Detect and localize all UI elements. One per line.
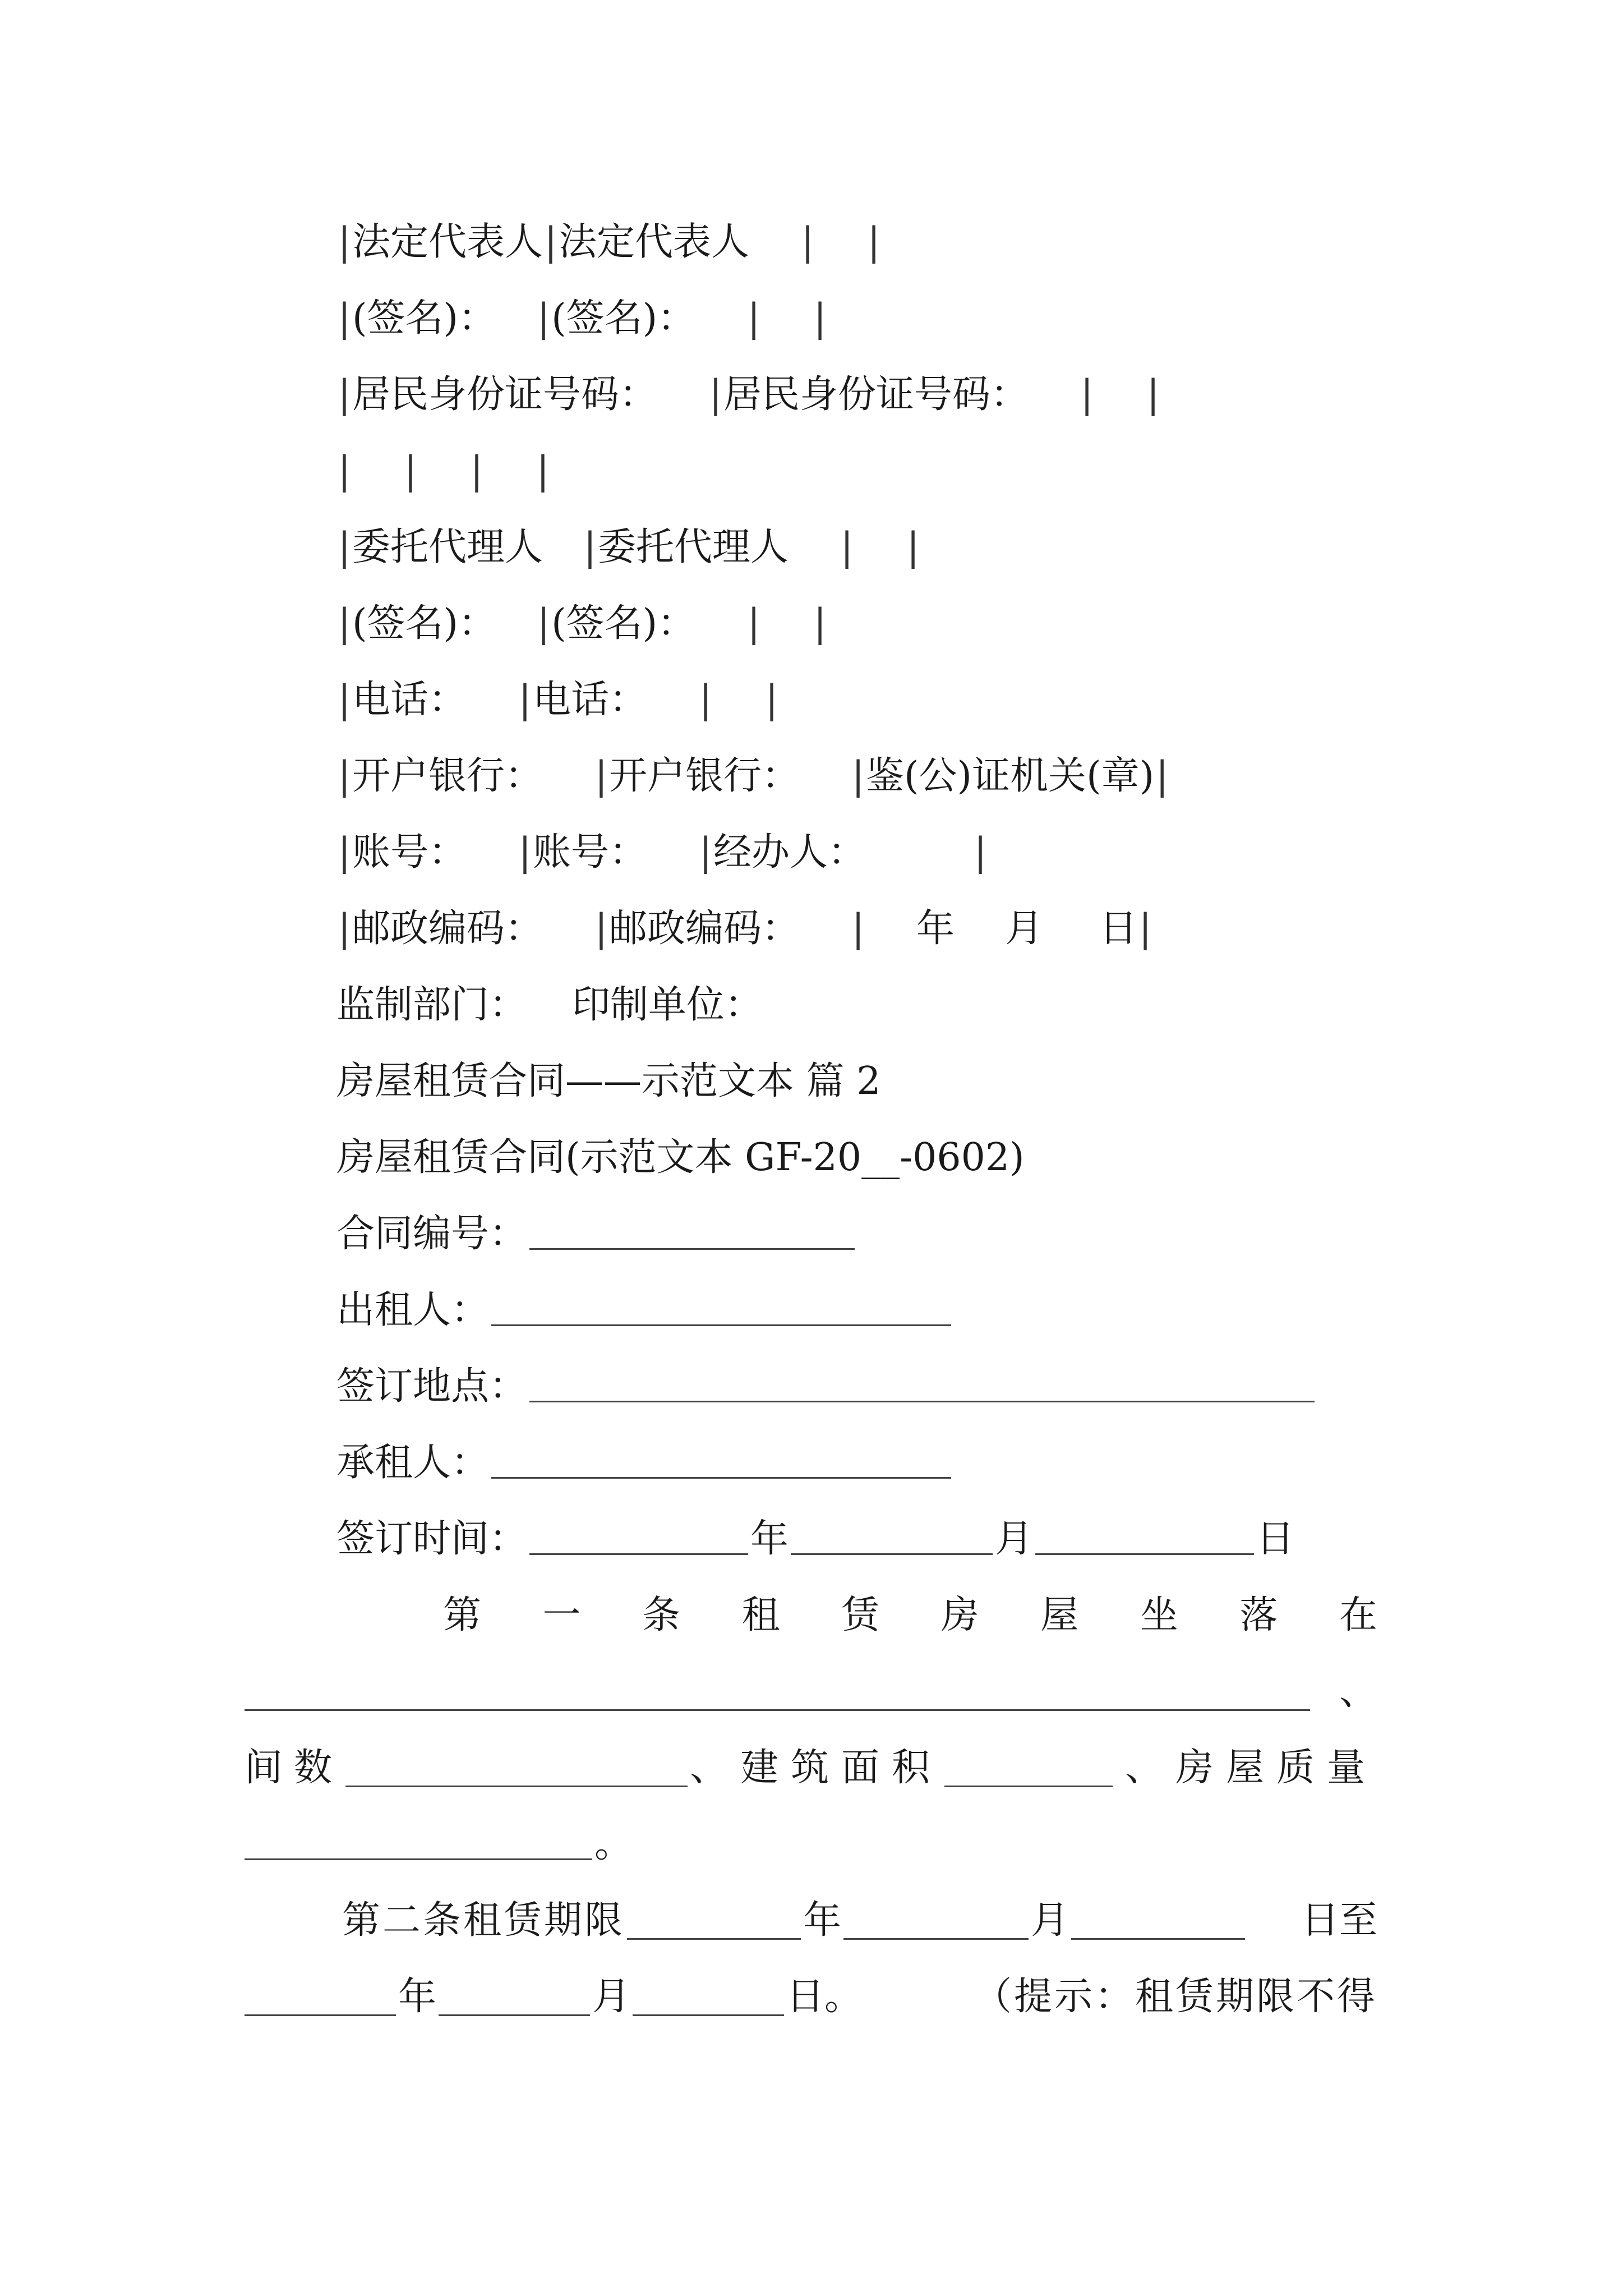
printer-label: 印制单位： [572,983,763,1027]
contract-number-label: 合同编号： [336,1212,528,1256]
end-month-blank[interactable] [439,1978,590,2016]
party-a-phone-label: 电话： [352,678,467,722]
sign-row-legal-rep: |法定代表人|法定代表人 | | [338,220,880,264]
contract-number-blank[interactable] [529,1212,855,1250]
lessor-field [336,1283,953,1337]
footer-info-line [336,978,763,1032]
article1-heading [443,1589,1377,1642]
rooms-blank[interactable] [345,1750,688,1787]
sign-row-phone: |电话： |电话： | | [338,678,778,722]
article1-char-6: 房 [940,1593,979,1637]
sign-time-label: 签订时间： [336,1517,528,1561]
start-day-blank[interactable] [1071,1902,1245,1940]
start-year-blank[interactable] [627,1902,801,1940]
party-a-agent-signature-label: (签名)： [352,601,497,646]
sign-day-label: 日 [1256,1517,1295,1561]
notary-date-year: 年 [916,907,955,951]
article1-char-3: 条 [642,1593,681,1637]
lessee-blank[interactable] [491,1441,951,1479]
party-a-signature-label: (签名)： [352,296,497,341]
notary-date-day: 日 [1099,907,1138,951]
party-b-agent-signature-label: (签名)： [551,601,696,646]
sign-row-agent: |委托代理人 |委托代理人 | | [338,525,920,569]
article1-char-5: 赁 [841,1593,880,1637]
party-b-signature-label: (签名)： [551,296,696,341]
contract-number-field [336,1207,857,1261]
article1-char-2: 一 [542,1593,581,1637]
sign-row-signature-2: |(签名)： |(签名)： | | [338,601,827,646]
area-label: 、建筑面积 [690,1746,943,1790]
article1-details-line [245,1741,1377,1795]
article1-quality-line [245,1818,1377,1871]
sign-row-bank: |开户银行： |开户银行： |鉴(公)证机关(章)| [338,754,1169,798]
article1-char-1: 第 [443,1593,482,1637]
lessor-label: 出租人： [336,1288,490,1332]
sign-place-blank[interactable] [529,1365,1315,1402]
notary-seal-label: 鉴(公)证机关(章) [866,754,1155,798]
notary-date-month: 月 [1005,907,1044,951]
article2-line-1 [342,1894,1377,1948]
article2-lead: 第二条租赁期限 [342,1898,625,1943]
lessor-blank[interactable] [491,1289,951,1326]
article1-char-10: 在 [1339,1593,1377,1637]
article2-hint: （提示：租赁期限不得 [973,1975,1377,2019]
party-a-agent-label: 委托代理人 [352,525,543,569]
section-title: 房屋租赁合同——示范文本 篇 2 [336,1059,881,1103]
sign-row-account: |账号： |账号： |经办人： | [338,830,987,875]
article1-char-8: 坐 [1140,1593,1178,1637]
contract-title: 房屋租赁合同(示范文本 GF-20__-0602) [336,1135,1025,1180]
party-b-phone-label: 电话： [533,678,648,722]
location-separator: 、 [1339,1669,1377,1714]
party-b-legal-rep-label: 法定代表人 [559,220,750,264]
sign-month-blank[interactable] [791,1517,993,1555]
article1-char-9: 落 [1239,1593,1278,1637]
end-month-label: 月 [592,1975,631,2019]
sign-row-signature-1: |(签名)： |(签名)： | | [338,296,827,341]
article1-char-4: 租 [741,1593,780,1637]
party-b-agent-label: 委托代理人 [598,525,789,569]
article1-location-line [245,1665,1377,1719]
party-b-bank-label: 开户银行： [609,754,800,798]
party-a-account-label: 账号： [352,830,467,875]
sign-place-label: 签订地点： [336,1364,528,1409]
end-year-label: 年 [398,1975,437,2019]
end-day-blank[interactable] [633,1978,784,2016]
start-day-to-label: 日至 [1301,1898,1377,1943]
sign-row-empty: | | | | [338,449,550,493]
party-a-postcode-label: 邮政编码： [352,907,543,951]
sign-row-postcode: |邮政编码： |邮政编码： | 年 月 日| [338,907,1152,951]
location-blank[interactable] [245,1673,1310,1711]
rooms-label: 间数 [245,1746,344,1790]
area-blank[interactable] [944,1750,1113,1787]
start-month-blank[interactable] [843,1902,1029,1940]
article2-line-2 [245,1970,1377,2024]
lessee-field [336,1436,953,1490]
sign-year-label: 年 [750,1517,789,1561]
sign-month-label: 月 [995,1517,1034,1561]
party-a-legal-rep-label: 法定代表人 [352,220,543,264]
lessee-label: 承租人： [336,1441,490,1485]
sign-place-field [336,1360,1317,1414]
sign-year-blank[interactable] [529,1517,748,1555]
end-day-label: 日。 [786,1975,863,2019]
supervisor-label: 监制部门： [336,983,528,1027]
sign-day-blank[interactable] [1035,1517,1254,1555]
sign-row-id-number: |居民身份证号码： |居民身份证号码： | | [338,372,1160,417]
party-a-bank-label: 开户银行： [352,754,543,798]
quality-label: 、房屋质量 [1124,1746,1377,1790]
quality-blank[interactable] [245,1823,592,1860]
article1-period: 。 [594,1822,633,1866]
notary-handler-label: 经办人： [713,830,866,875]
article1-char-7: 屋 [1040,1593,1079,1637]
party-b-postcode-label: 邮政编码： [609,907,800,951]
start-month-label: 月 [1031,1898,1069,1943]
end-year-blank[interactable] [245,1978,396,2016]
party-b-account-label: 账号： [533,830,648,875]
party-a-id-label: 居民身份证号码： [352,372,658,417]
start-year-label: 年 [803,1898,842,1943]
party-b-id-label: 居民身份证号码： [723,372,1029,417]
sign-time-field [336,1512,1294,1566]
